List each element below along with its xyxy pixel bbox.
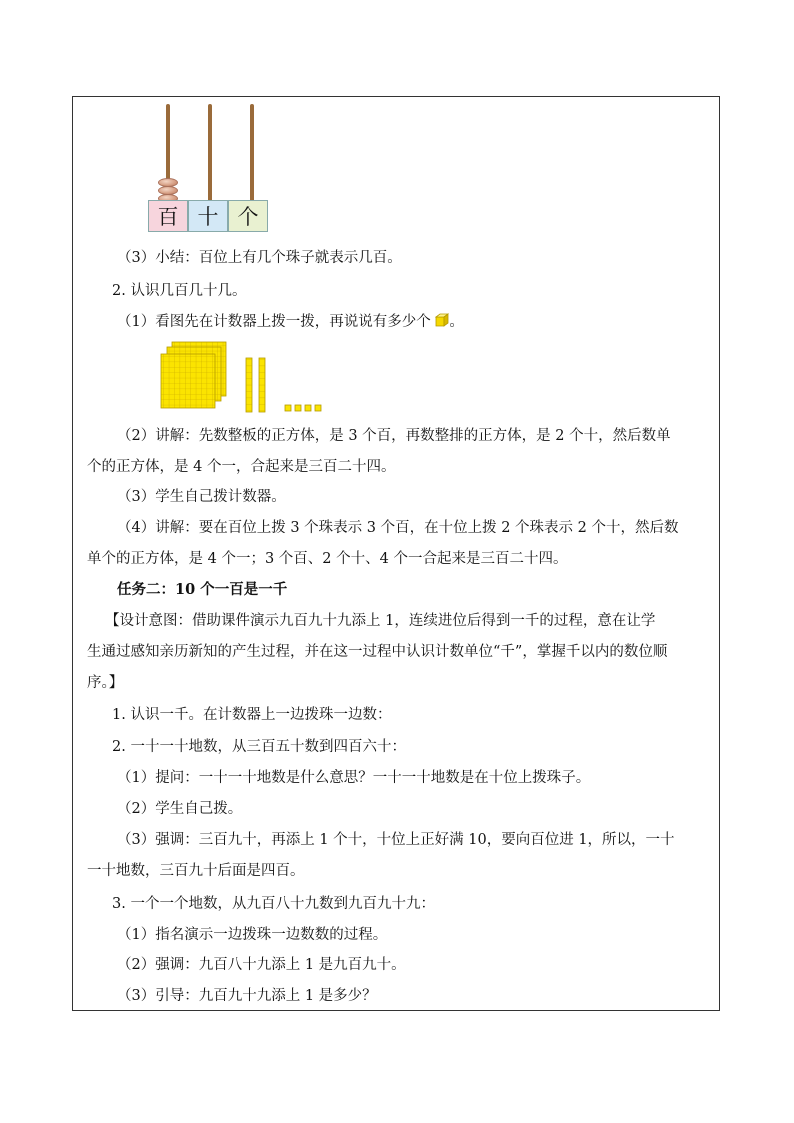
ones-rod	[250, 104, 254, 204]
text-line	[117, 313, 464, 330]
text-line: （2）强调：九百八十九添上 1 是九百九十。	[117, 957, 406, 973]
text-line: 2. 认识几百几十几。	[112, 283, 247, 299]
text-fragment: （1）看图先在计数器上拨一拨，再说说有多少个	[117, 314, 431, 330]
label-tens: 十	[188, 200, 228, 232]
text-line: 个的正方体，是 4 个一，合起来是三百二十四。	[87, 459, 396, 475]
text-line: （3）小结：百位上有几个珠子就表示几百。	[117, 250, 402, 266]
unit-cube	[305, 405, 311, 411]
text-line: （3）学生自己拨计数器。	[117, 489, 286, 505]
text-line: 【设计意图：借助课件演示九百九十九添上 1，连续进位后得到一千的过程，意在让学	[105, 613, 656, 629]
section-heading: 任务二：10 个一百是一千	[117, 581, 288, 598]
ten-rod	[259, 358, 265, 412]
text-line: （2）讲解：先数整板的正方体，是 3 个百，再数整排的正方体，是 2 个十，然后数单	[117, 428, 671, 444]
label-ones: 个	[228, 200, 268, 232]
ten-rod	[246, 358, 252, 412]
text-line: 3. 一个一个地数，从九百八十九数到九百九十九：	[112, 896, 435, 912]
unit-cube	[295, 405, 301, 411]
abacus-place-labels	[148, 200, 268, 232]
base-ten-blocks	[158, 340, 338, 415]
unit-cube	[285, 405, 291, 411]
text-line: （1）提问：一十一十地数是什么意思？一十一十地数是在十位上拨珠子。	[117, 770, 591, 786]
text-line: 1. 认识一千。在计数器上一边拨珠一边数：	[112, 707, 392, 723]
text-line: 生通过感知亲历新知的产生过程，并在这一过程中认识计数单位“千”，掌握千以内的数位顺	[87, 644, 668, 660]
unit-cube	[315, 405, 321, 411]
text-line: （3）强调：三百九十，再添上 1 个十，十位上正好满 10，要向百位进 1，所以，一十	[117, 832, 675, 848]
text-line: （1）指名演示一边拨珠一边数数的过程。	[117, 927, 388, 943]
text-line: 单个的正方体，是 4 个一；3 个百、2 个十、4 个一合起来是三百二十四。	[87, 551, 568, 567]
hundred-flat	[161, 354, 215, 408]
tens-rod	[208, 104, 212, 204]
unit-cube-icon	[435, 313, 449, 327]
label-hundreds: 百	[148, 200, 188, 232]
text-line: 一十地数，三百九十后面是四百。	[87, 863, 305, 879]
text-line: 2. 一十一十地数，从三百五十数到四百六十：	[112, 739, 406, 755]
text-fragment: 。	[449, 314, 464, 330]
text-line: （2）学生自己拨。	[117, 801, 243, 817]
text-line: 序。】	[87, 675, 124, 691]
text-line: （4）讲解：要在百位上拨 3 个珠表示 3 个百，在十位上拨 2 个珠表示 2 个十，然后数	[117, 520, 679, 536]
text-line: （3）引导：九百九十九添上 1 是多少？	[117, 988, 377, 1004]
